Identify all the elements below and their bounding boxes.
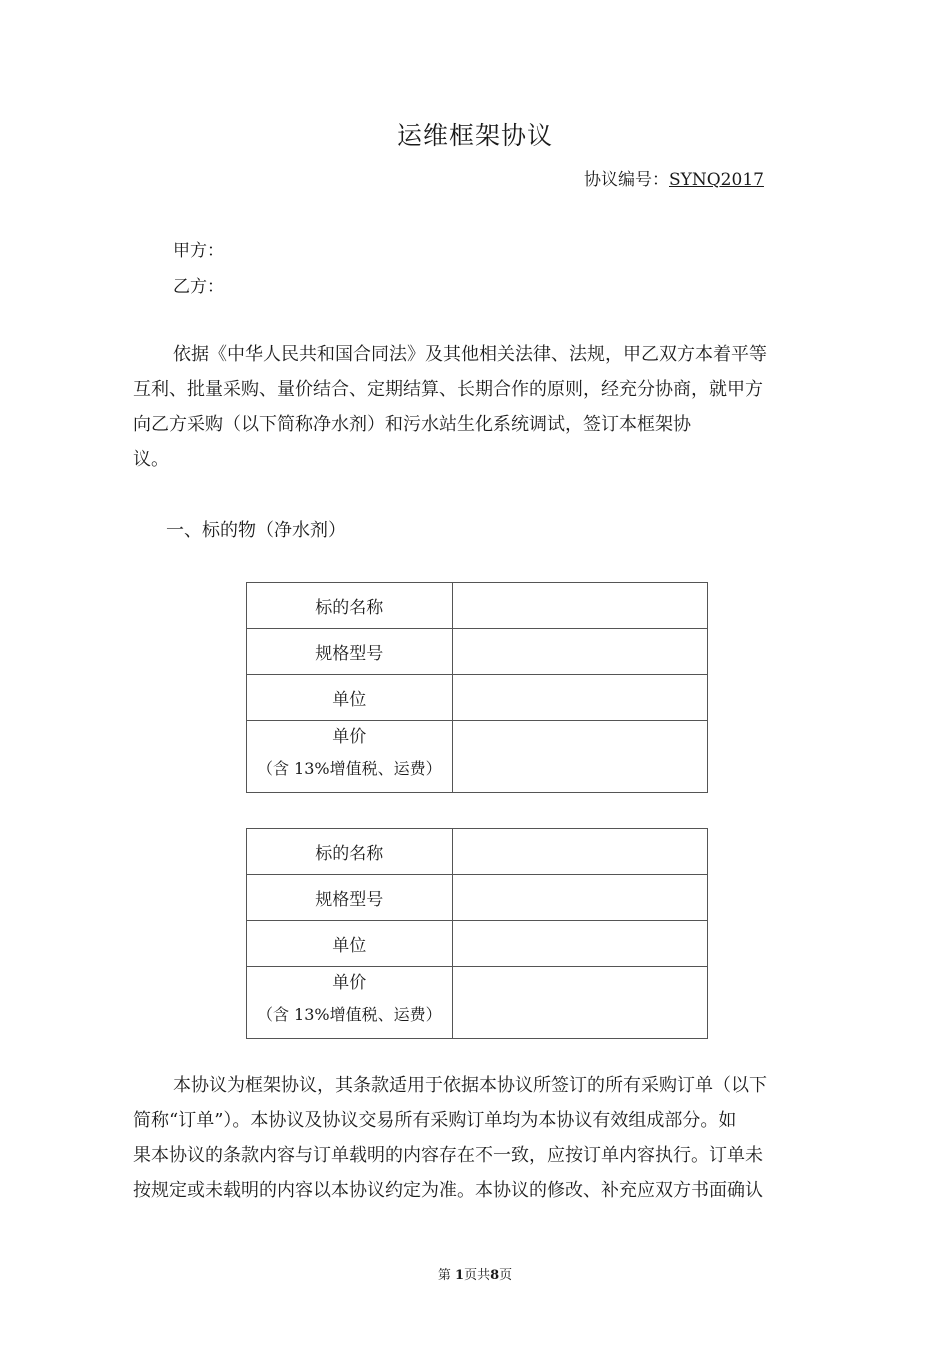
total-pages-number: 8	[490, 1268, 500, 1283]
intro-paragraph	[133, 337, 823, 477]
closing-paragraph	[133, 1068, 823, 1208]
cell-spec-value	[452, 875, 707, 921]
cell-unit-label: 单位	[247, 675, 453, 721]
cell-name-label: 标的名称	[247, 829, 453, 875]
cell-spec-label: 规格型号	[247, 629, 453, 675]
spec-table-1	[246, 582, 708, 793]
section-heading: 一、标的物（净水剂）	[166, 520, 346, 541]
page-footer	[0, 1264, 950, 1283]
current-page-number: 1	[455, 1268, 465, 1283]
intro-line: 互利、批量采购、量价结合、定期结算、长期合作的原则，经充分协商，就甲方	[133, 379, 763, 400]
document-title: 运维框架协议	[396, 121, 553, 150]
agreement-number-label: 协议编号：	[584, 170, 669, 190]
party-a-label: 甲方：	[173, 241, 224, 261]
table-row	[247, 675, 708, 721]
table-row	[247, 721, 708, 793]
table-row	[247, 629, 708, 675]
footer-middle: 页共	[464, 1268, 491, 1283]
cell-unit-value	[452, 921, 707, 967]
cell-price-label	[247, 967, 453, 1039]
cell-name-value	[452, 829, 707, 875]
intro-line: 向乙方采购（以下简称净水剂）和污水站生化系统调试，签订本框架协	[133, 414, 691, 435]
footer-prefix: 第	[437, 1268, 451, 1283]
cell-unit-value	[452, 675, 707, 721]
table-row	[247, 875, 708, 921]
party-b-label: 乙方：	[173, 277, 224, 297]
closing-line: 果本协议的条款内容与订单载明的内容存在不一致，应按订单内容执行。订单未	[133, 1145, 763, 1166]
cell-unit-label: 单位	[247, 921, 453, 967]
price-label-text: 单价	[332, 727, 367, 747]
table-row	[247, 583, 708, 629]
cell-price-label	[247, 721, 453, 793]
agreement-number-value: SYNQ2017	[669, 170, 764, 190]
table-row	[247, 829, 708, 875]
cell-spec-label: 规格型号	[247, 875, 453, 921]
price-note: （含 13%增值税、运费）	[256, 759, 442, 778]
closing-line: 简称“订单”）。本协议及协议交易所有采购订单均为本协议有效组成部分。如	[133, 1110, 737, 1131]
cell-name-label: 标的名称	[247, 583, 453, 629]
closing-line: 本协议为框架协议，其条款适用于依据本协议所签订的所有采购订单（以下	[173, 1075, 767, 1096]
intro-line: 议。	[133, 449, 169, 470]
table-row	[247, 967, 708, 1039]
closing-line: 按规定或未载明的内容以本协议约定为准。本协议的修改、补充应双方书面确认	[133, 1180, 763, 1201]
agreement-number	[584, 165, 764, 190]
table-row	[247, 921, 708, 967]
price-note: （含 13%增值税、运费）	[256, 1005, 442, 1024]
intro-line: 依据《中华人民共和国合同法》及其他相关法律、法规，甲乙双方本着平等	[173, 344, 767, 365]
price-label-text: 单价	[332, 973, 367, 993]
cell-name-value	[452, 583, 707, 629]
cell-price-value	[452, 967, 707, 1039]
cell-spec-value	[452, 629, 707, 675]
cell-price-value	[452, 721, 707, 793]
spec-table-2	[246, 828, 708, 1039]
footer-suffix: 页	[499, 1268, 513, 1283]
